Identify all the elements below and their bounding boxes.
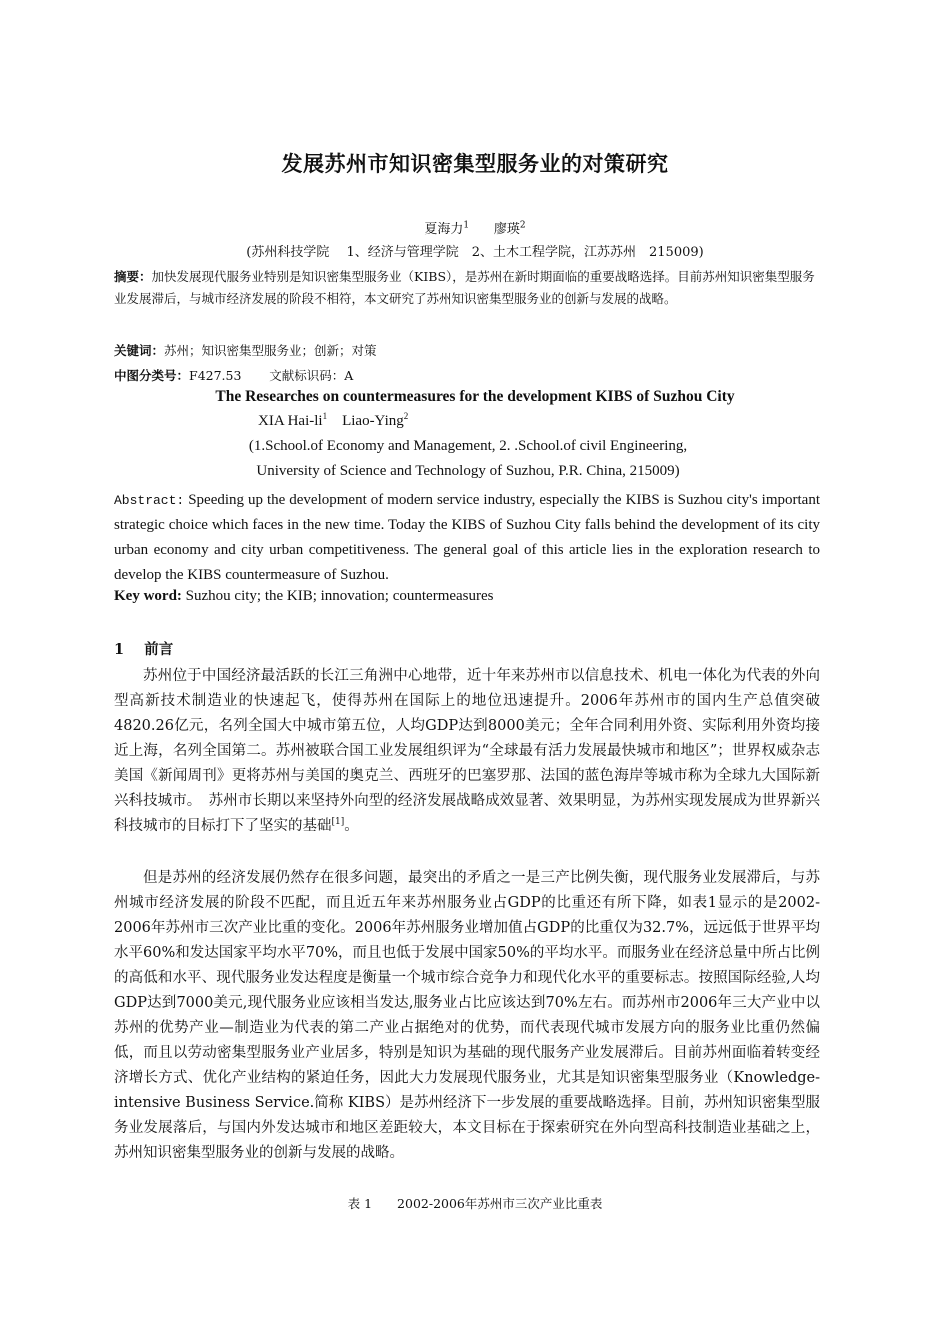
en-author-1: XIA Hai-li	[258, 413, 323, 429]
section-title: 前言	[144, 641, 174, 658]
keywords-cn-text: 苏州；知识密集型服务业；创新；对策	[164, 343, 377, 358]
classification-line	[114, 365, 820, 387]
paragraph-2	[114, 866, 820, 1166]
english-authors	[258, 413, 408, 430]
citation-ref[interactable]: [1]	[331, 817, 345, 828]
en-author-1-affil: 1	[322, 411, 328, 421]
english-affiliation-2: University of Science and Technology of Suzhou, P.R. China, 215009)	[256, 463, 680, 479]
keywords-cn	[114, 340, 820, 362]
section-heading	[114, 638, 173, 659]
paragraph-1	[114, 664, 820, 839]
abstract-cn-text: 加快发展现代服务业特别是知识密集型服务业（KIBS），是苏州在新时期面临的重要战略选择。目前苏州知识密集型服务业发展滞后，与城市经济发展的阶段不相符，本文研究了苏州知识密集型服务业的创新与发展的战略。	[114, 269, 815, 306]
author-1: 夏海力	[424, 222, 464, 237]
abstract-cn-label: 摘要：	[114, 269, 152, 284]
en-author-2-affil: 2	[403, 411, 409, 421]
author-1-affil: 1	[463, 220, 470, 231]
paragraph-2-text: 但是苏州的经济发展仍然存在很多问题，最突出的矛盾之一是三产比例失衡，现代服务业发展滞后，与苏州城市经济发展的阶段不匹配，而且近五年来苏州服务业占GDP的比重还有所下降，如表1显示的是2002-2006年苏州市三次产业比重的变化。2006年苏州服务业增加值占GDP的比重仅为32.7%，远远低于世界平均水平60%和发达国家平均水平70%，而且也低于发展中国家50%的平均水平。而服务业在经济总量中所占比例的高低和水平、现代服务业发达程度是衡量一个城市综合竞争力和现代化水平的重要标志。按照国际经验,人均GDP达到7000美元,现代服务业应该相当发达,服务业占比应该达到70%左右。而苏州市2006年三大产业中以苏州的优势产业—制造业为代表的第二产业占据绝对的优势，而代表现代城市发展方向的服务业比重仍然偏低，而且以劳动密集型服务业产业居多，特别是知识为基础的现代服务产业发展滞后。目前苏州面临着转变经济增长方式、优化产业结构的紧迫任务，因此大力发展现代服务业，尤其是知识密集型服务业（Knowledge-intensive Business Service.简称 KIBS）是苏州经济下一步发展的重要战略选择。目前，苏州知识密集型服务业发展落后，与国内外发达城市和地区差距较大，本文目标在于探索研究在外向型高科技制造业基础之上，苏州知识密集型服务业的创新与发展的战略。	[114, 870, 821, 1161]
english-keywords-text: Suzhou city; the KIB; innovation; countermeasures	[181, 588, 494, 604]
english-abstract-label: Abstract:	[114, 493, 185, 508]
section-number: 1	[114, 641, 125, 658]
english-keywords	[114, 588, 820, 605]
affiliation: (苏州科技学院 1、经济与管理学院 2、土木工程学院，江苏苏州 215009)	[246, 245, 704, 260]
author-line	[0, 218, 950, 237]
en-author-2: Liao-Ying	[342, 413, 404, 429]
english-keywords-label: Key word:	[114, 588, 182, 604]
paragraph-1-text: 苏州位于中国经济最活跃的长江三角洲中心地带，近十年来苏州市以信息技术、机电一体化为代表的外向型高新技术制造业的快速起飞，使得苏州在国际上的地位迅速提升。2006年苏州市的国内生产总值突破4820.26亿元，名列全国大中城市第五位，人均GDP达到8000美元；全年合同利用外资、实际利用外资均接近上海，名列全国第二。苏州被联合国工业发展组织评为“全球最有活力发展最快城市和地区”；世界权威杂志美国《新闻周刊》更将苏州与美国的奥克兰、西班牙的巴塞罗那、法国的蓝色海岸等城市称为全球九大国际新兴科技城市。 苏州市长期以来坚持外向型的经济发展战略成效显著、效果明显，为苏州实现发展成为世界新兴科技城市的目标打下了坚实的基础	[114, 668, 820, 834]
english-affiliation-1: (1.School.of Economy and Management, 2. .School.of civil Engineering,	[248, 438, 688, 454]
author-2: 廖瑛	[493, 222, 520, 237]
clc-label: 中图分类号：	[114, 368, 190, 383]
abstract-cn	[114, 266, 820, 310]
keywords-cn-label: 关键词：	[114, 343, 165, 358]
paragraph-1-end: 。	[344, 818, 359, 834]
english-abstract	[114, 488, 820, 588]
paper-title: 发展苏州市知识密集型服务业的对策研究	[281, 152, 669, 176]
author-2-affil: 2	[519, 220, 526, 231]
clc-code: F427.53	[189, 368, 242, 383]
doc-code: 文献标识码：A	[269, 368, 354, 383]
table-caption: 表 1 2002-2006年苏州市三次产业比重表	[347, 1196, 603, 1211]
english-title: The Researches on countermeasures for the development KIBS of Suzhou City	[215, 388, 735, 405]
english-abstract-text: Speeding up the development of modern service industry, especially the KIBS is Suzhou city's important strategic choice which faces in the new time. Today the KIBS of Suzhou City falls behind the development of its city urban economy and city urban competitiveness. The general goal of this article lies in the exploration research to develop the KIBS countermeasure of Suzhou.	[114, 492, 820, 583]
